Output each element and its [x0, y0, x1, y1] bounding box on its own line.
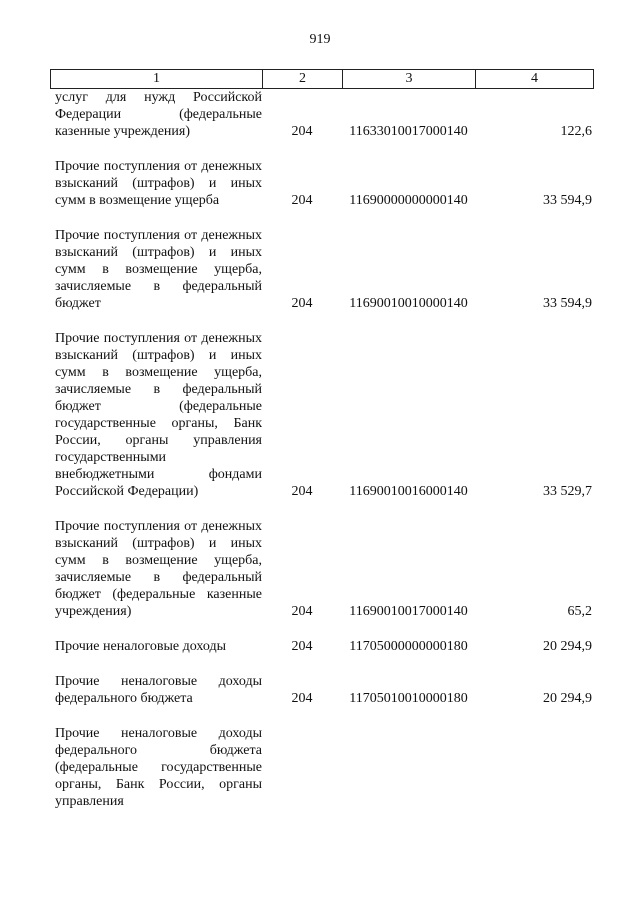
- row-sum: 20 294,9: [543, 691, 592, 706]
- column-2-header: 2: [263, 70, 343, 88]
- column-3-header: 3: [343, 70, 476, 88]
- row-sum: 122,6: [560, 124, 592, 139]
- row-kbk: 11705000000000180: [349, 639, 468, 654]
- table-row: [50, 638, 594, 655]
- row-name: Прочие неналоговые доходы федерального бюджета: [55, 674, 262, 706]
- row-kbk: 11705010010000180: [349, 691, 468, 706]
- table-row: [50, 158, 594, 209]
- page-number: 919: [309, 32, 331, 47]
- row-code: 204: [291, 484, 313, 499]
- row-name: услуг для нужд Российской Федерации (федеральные казенные учреждения): [55, 90, 262, 139]
- row-code: 204: [291, 296, 313, 311]
- row-code: 204: [291, 691, 313, 706]
- row-sum: 65,2: [567, 604, 592, 619]
- row-name: Прочие неналоговые доходы федерального бюджета (федеральные государственные органы, Банк России, органы управления: [55, 726, 262, 809]
- row-kbk: 11690000000000140: [349, 193, 468, 208]
- table-row: [50, 89, 594, 140]
- table-body: [50, 89, 594, 828]
- row-code: 204: [291, 639, 313, 654]
- column-4-header: 4: [531, 71, 538, 86]
- table-row: [50, 330, 594, 500]
- column-1-header: 1: [51, 70, 263, 88]
- row-code: 204: [291, 193, 313, 208]
- row-sum: 33 529,7: [543, 484, 592, 499]
- row-name: Прочие неналоговые доходы: [55, 639, 227, 654]
- table-column-header: [50, 69, 594, 89]
- row-name: Прочие поступления от денежных взысканий (штрафов) и иных сумм в возмещение ущерба, зачисляемые в федеральный бюджет (федеральные государственные органы, Банк России, органы управления государственными внебюджетными фондами Российской Федерации): [55, 331, 262, 499]
- table-row: [50, 227, 594, 312]
- row-name: Прочие поступления от денежных взысканий (штрафов) и иных сумм в возмещение ущерба: [55, 159, 262, 208]
- row-kbk: 11690010016000140: [349, 484, 468, 499]
- table-row: [50, 518, 594, 620]
- row-code: 204: [291, 604, 313, 619]
- table-row: [50, 673, 594, 707]
- row-sum: 20 294,9: [543, 639, 592, 654]
- row-sum: 33 594,9: [543, 193, 592, 208]
- row-name: Прочие поступления от денежных взысканий (штрафов) и иных сумм в возмещение ущерба, зачисляемые в федеральный бюджет: [55, 228, 262, 311]
- row-code: 204: [291, 124, 313, 139]
- row-kbk: 11690010017000140: [349, 604, 468, 619]
- row-kbk: 11690010010000140: [349, 296, 468, 311]
- row-sum: 33 594,9: [543, 296, 592, 311]
- row-kbk: 11633010017000140: [349, 124, 468, 139]
- row-name: Прочие поступления от денежных взысканий (штрафов) и иных сумм в возмещение ущерба, зачисляемые в федеральный бюджет (федеральные казенные учреждения): [55, 519, 262, 619]
- table-row: [50, 725, 594, 810]
